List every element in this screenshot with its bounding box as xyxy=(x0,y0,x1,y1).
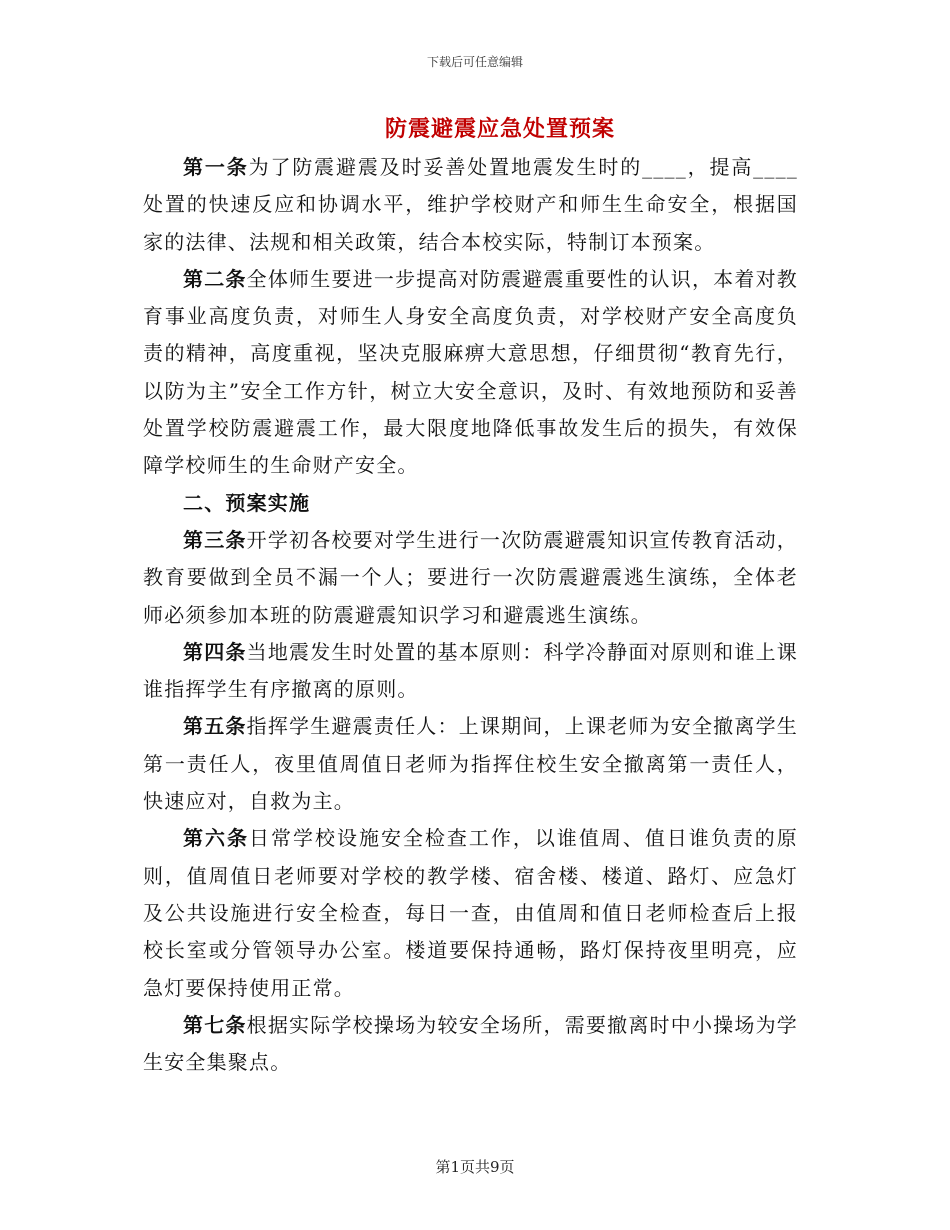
document-body xyxy=(143,149,798,1081)
section-heading: 二、预案实施 xyxy=(183,490,311,515)
article-text: 为了防震避震及时妥善处置地震发生时的____，提高____处置的快速反应和协调水平，维护学校财产和师生生命安全，根据国家的法律、法规和相关政策，结合本校实际，特制订本预案。 xyxy=(143,155,798,254)
article-4 xyxy=(143,634,798,709)
article-7 xyxy=(143,1007,798,1082)
article-text: 根据实际学校操场为较安全场所，需要撤离时中小操场为学生安全集聚点。 xyxy=(143,1012,798,1075)
article-5 xyxy=(143,708,798,820)
article-text: 当地震发生时处置的基本原则：科学冷静面对原则和谁上课谁指挥学生有序撤离的原则。 xyxy=(143,639,798,702)
article-label: 第三条 xyxy=(183,527,247,552)
article-label: 第一条 xyxy=(183,155,249,179)
document-title: 防震避震应急处置预案 xyxy=(384,116,615,142)
article-text: 开学初各校要对学生进行一次防震避震知识宣传教育活动，教育要做到全员不漏一个人；要进行一次防震避震逃生演练，全体老师必须参加本班的防震避震知识学习和避震逃生演练。 xyxy=(143,527,798,627)
page-footer: 第1页共9页 xyxy=(435,1158,515,1176)
article-2 xyxy=(143,261,798,485)
article-text: 全体师生要进一步提高对防震避震重要性的认识，本着对教育事业高度负责，对师生人身安全高度负责，对学校财产安全高度负责的精神，高度重视，坚决克服麻痹大意思想，仔细贯彻“教育先行，以防为主”安全工作方针，树立大安全意识，及时、有效地预防和妥善处置学校防震避震工作，最大限度地降低事故发生后的损失，有效保障学校师生的生命财产安全。 xyxy=(143,266,798,478)
article-label: 第四条 xyxy=(183,639,247,664)
article-6 xyxy=(143,820,798,1006)
header-note: 下载后可任意编辑 xyxy=(426,55,523,69)
article-label: 第七条 xyxy=(183,1012,247,1037)
article-text: 日常学校设施安全检查工作，以谁值周、值日谁负责的原则，值周值日老师要对学校的教学楼、宿舍楼、楼道、路灯、应急灯及公共设施进行安全检查，每日一查，由值周和值日老师检查后上报校长室或分管领导办公室。楼道要保持通畅，路灯保持夜里明亮，应急灯要保持使用正常。 xyxy=(143,826,798,1000)
article-label: 第二条 xyxy=(183,266,247,291)
article-text: 指挥学生避震责任人：上课期间，上课老师为安全撤离学生第一责任人，夜里值周值日老师为指挥住校生安全撤离第一责任人，快速应对，自救为主。 xyxy=(143,714,798,814)
article-label: 第五条 xyxy=(183,714,247,739)
article-label: 第六条 xyxy=(183,826,249,851)
article-3 xyxy=(143,522,798,634)
article-1 xyxy=(143,149,798,261)
